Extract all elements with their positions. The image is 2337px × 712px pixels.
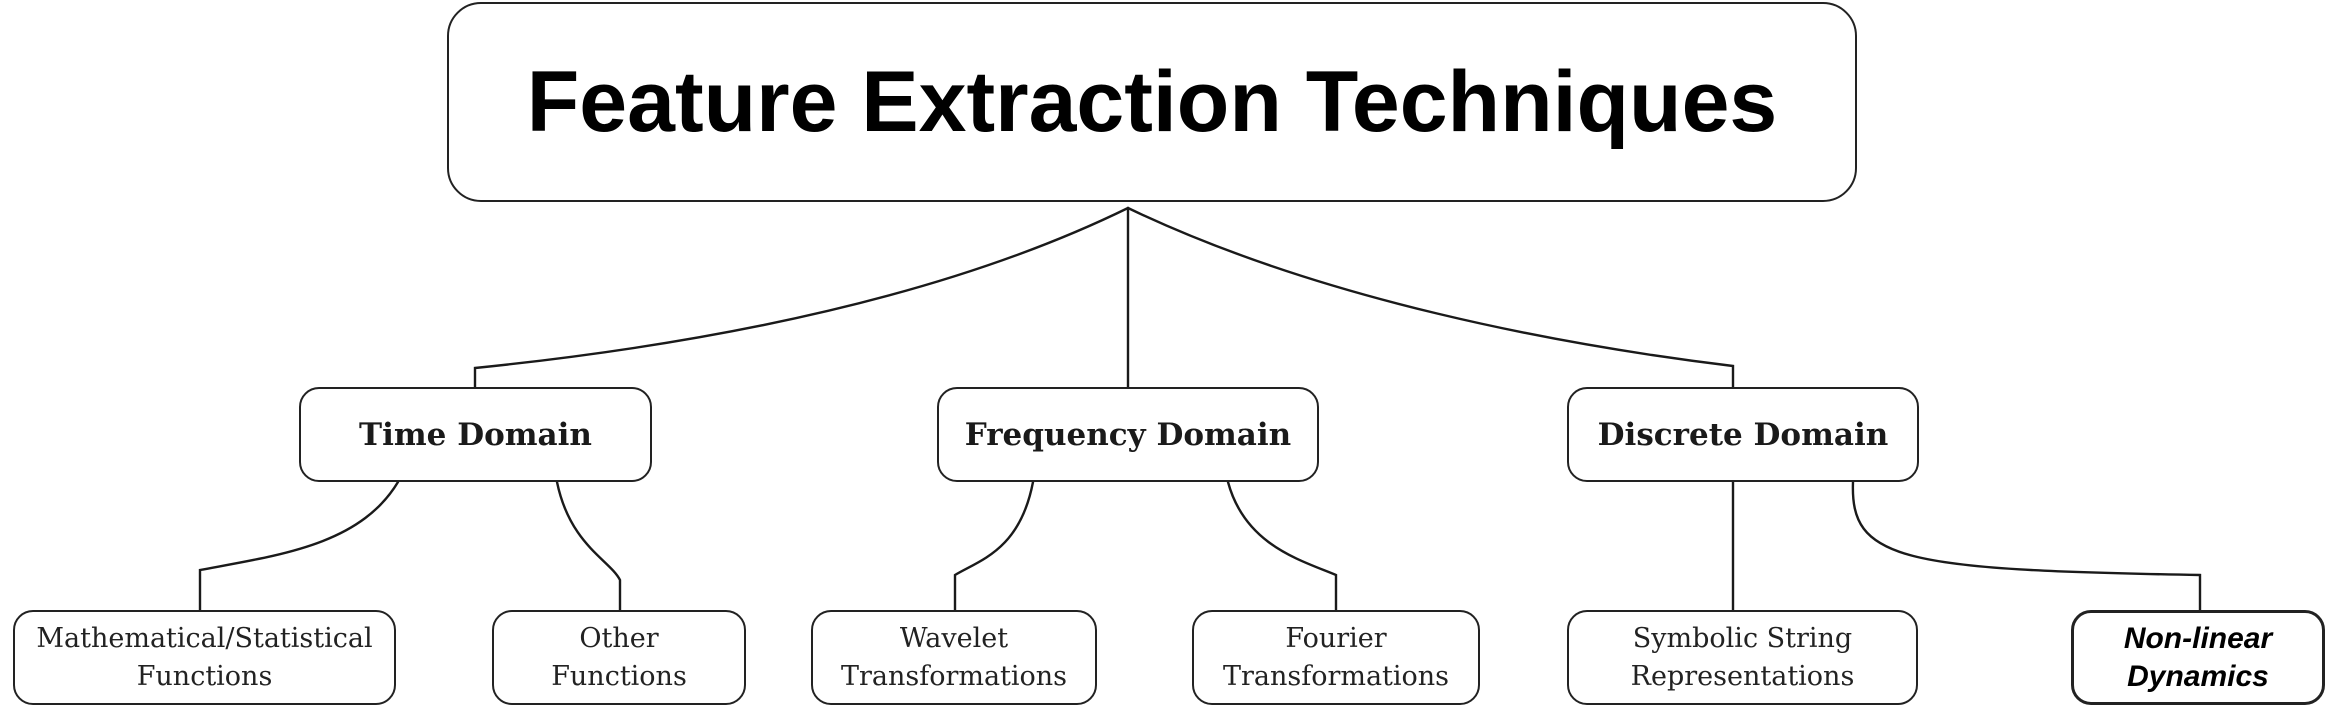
leaf-symbolic-string (1567, 610, 1918, 705)
node-frequency-domain (937, 387, 1319, 482)
time-domain-label: Time Domain (359, 416, 592, 453)
leaf-line2: Functions (551, 660, 687, 692)
root-title: Feature Extraction Techniques (526, 53, 1778, 150)
root-node (447, 2, 1857, 202)
node-time-domain (299, 387, 652, 482)
edge-time-math (200, 482, 398, 610)
leaf-line2: Representations (1630, 660, 1855, 692)
leaf-line1: Mathematical/Statistical (36, 622, 373, 654)
leaf-nonlinear-dynamics (2071, 610, 2325, 705)
leaf-wavelet (811, 610, 1097, 705)
leaf-line1: Fourier (1285, 622, 1387, 654)
discrete-domain-label: Discrete Domain (1597, 416, 1889, 453)
leaf-line2: Transformations (840, 660, 1068, 692)
leaf-line2: Transformations (1222, 660, 1450, 692)
frequency-domain-label: Frequency Domain (964, 416, 1292, 453)
leaf-line2: Functions (136, 660, 273, 692)
leaf-line2: Dynamics (2127, 659, 2269, 693)
edge-time-other (557, 482, 620, 610)
edge-root-discrete (1128, 208, 1733, 387)
leaf-line1: Non-linear (2123, 621, 2273, 655)
edge-frequency-wavelet (955, 482, 1033, 610)
edge-frequency-fourier (1228, 482, 1336, 610)
leaf-fourier (1192, 610, 1480, 705)
leaf-line1: Symbolic String (1632, 622, 1853, 654)
node-discrete-domain (1567, 387, 1919, 482)
leaf-other-functions (492, 610, 746, 705)
edge-root-time (475, 208, 1128, 387)
edge-discrete-nonlinear (1853, 482, 2200, 610)
leaf-line1: Other (579, 622, 659, 654)
leaf-line1: Wavelet (899, 622, 1009, 654)
leaf-math-statistical (13, 610, 396, 705)
